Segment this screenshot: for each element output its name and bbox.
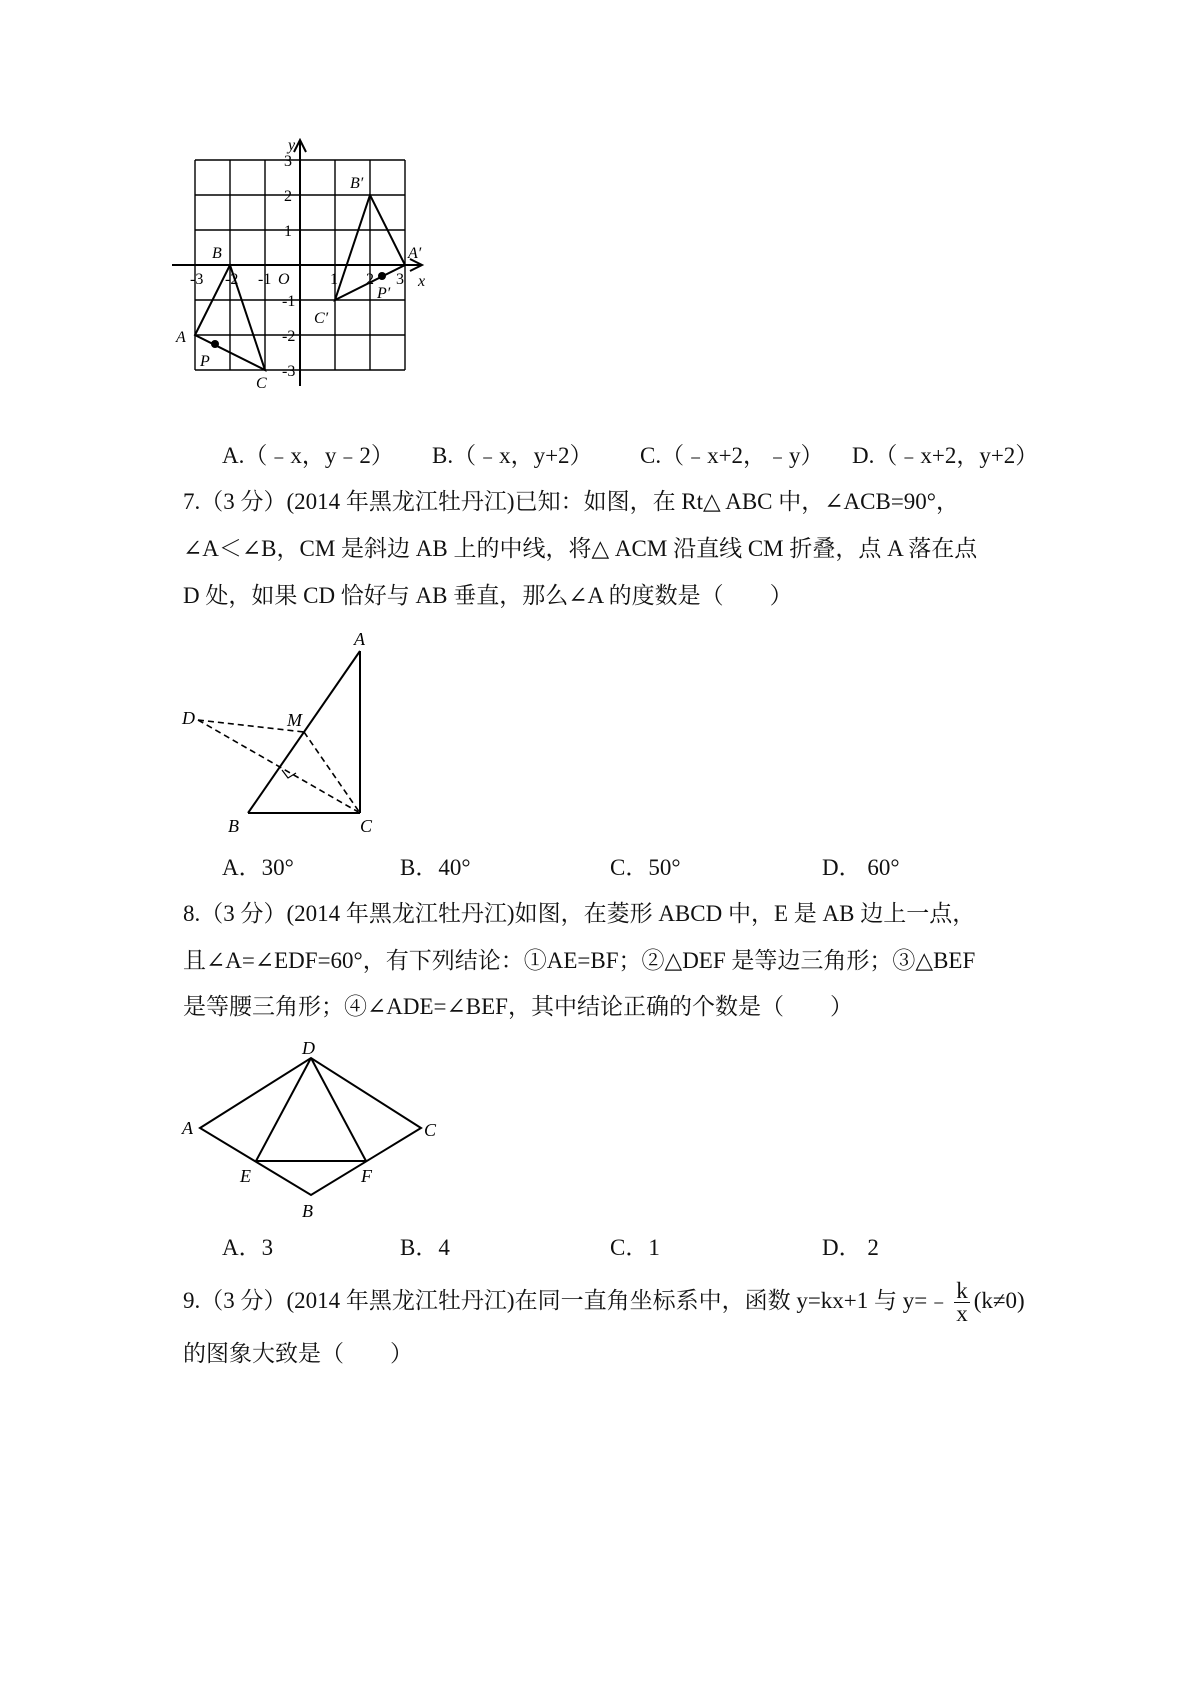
q6-option-a: A.（﹣x，y﹣2） — [222, 443, 394, 468]
point-b-label: B — [302, 1201, 313, 1221]
point-c-label: C — [256, 375, 267, 392]
point-a-label: A — [182, 1118, 193, 1138]
point-b1-label: B′ — [350, 175, 364, 192]
point-a1-label: A′ — [408, 245, 422, 262]
origin-label: O — [278, 271, 290, 288]
point-b-label: B — [228, 816, 239, 836]
point-d-label: D — [302, 1040, 315, 1058]
q7-option-b: B．40° — [400, 855, 471, 880]
x-axis — [172, 259, 422, 271]
q7-text-line2: ∠A＜∠B，CM 是斜边 AB 上的中线，将△ ACM 沿直线 CM 折叠，点 A 落在点 — [183, 536, 978, 561]
x-axis-label: x — [418, 273, 426, 290]
point-a-label: A — [354, 629, 365, 649]
y-tick: -1 — [282, 293, 296, 310]
fraction-denominator: x — [956, 1301, 968, 1326]
y-axis-label: y — [288, 138, 296, 154]
q8-option-c: C．1 — [610, 1235, 660, 1260]
x-tick: -1 — [258, 271, 272, 288]
point-a-label: A — [176, 329, 186, 346]
point-p-label: P — [200, 353, 210, 370]
q9-text-line1-post: (k≠0) — [973, 1287, 1025, 1313]
q9-fraction — [954, 1280, 970, 1325]
point-f-label: F — [361, 1166, 372, 1186]
point-b-label: B — [212, 245, 222, 262]
y-tick: -2 — [282, 328, 296, 345]
q9-text-line2: 的图象大致是（ ） — [183, 1341, 413, 1366]
q8-rhombus-figure — [178, 1040, 448, 1230]
q8-text-line1: 8.（3 分）(2014 年黑龙江牡丹江)如图，在菱形 ABCD 中，E 是 AB 边上一点， — [183, 901, 976, 926]
q7-option-a: A．30° — [222, 855, 294, 880]
point-d-label: D — [182, 708, 195, 728]
q8-option-d: D． 2 — [822, 1235, 879, 1260]
y-tick: -3 — [282, 363, 296, 380]
y-tick: 1 — [284, 223, 292, 240]
q7-option-c: C．50° — [610, 855, 681, 880]
y-tick: 3 — [284, 153, 292, 170]
q9-text-line1-pre: 9.（3 分）(2014 年黑龙江牡丹江)在同一直角坐标系中，函数 y=kx+1 与 y=﹣ — [183, 1287, 951, 1313]
x-tick: 1 — [330, 271, 338, 288]
y-axis — [294, 140, 306, 386]
q8-text-line2: 且∠A=∠EDF=60°，有下列结论：①AE=BF；②△DEF 是等边三角形；③△BEF — [183, 948, 976, 973]
q6-coordinate-figure — [170, 138, 460, 408]
q8-option-b: B．4 — [400, 1235, 450, 1260]
point-e-label: E — [240, 1166, 251, 1186]
fraction-numerator: k — [956, 1278, 968, 1303]
q7-text-line3: D 处，如果 CD 恰好与 AB 垂直，那么∠A 的度数是（ ） — [183, 583, 793, 608]
point-p1-label: P′ — [377, 285, 391, 302]
point-p — [211, 340, 219, 348]
x-tick: 3 — [396, 271, 404, 288]
y-tick: 2 — [284, 188, 292, 205]
q9-text-line1 — [183, 1280, 1025, 1325]
x-tick: -3 — [190, 271, 204, 288]
x-tick: 2 — [366, 271, 374, 288]
x-tick: -2 — [225, 271, 239, 288]
q7-text-line1: 7.（3 分）(2014 年黑龙江牡丹江)已知：如图，在 Rt△ ABC 中，∠ACB=90°， — [183, 489, 959, 514]
point-c-label: C — [360, 816, 373, 836]
q8-option-a: A．3 — [222, 1235, 274, 1260]
q6-option-d: D.（﹣x+2，y+2） — [852, 443, 1039, 468]
q7-triangle-figure — [178, 628, 418, 848]
point-m-label: M — [287, 710, 302, 730]
q8-text-line3: 是等腰三角形；④∠ADE=∠BEF，其中结论正确的个数是（ ） — [183, 994, 853, 1019]
point-p1 — [378, 272, 386, 280]
point-c-label: C — [424, 1120, 437, 1140]
point-c1-label: C′ — [314, 310, 329, 327]
q6-option-c: C.（﹣x+2，﹣y） — [640, 443, 824, 468]
q6-option-b: B.（﹣x，y+2） — [432, 443, 593, 468]
q7-option-d: D． 60° — [822, 855, 900, 880]
